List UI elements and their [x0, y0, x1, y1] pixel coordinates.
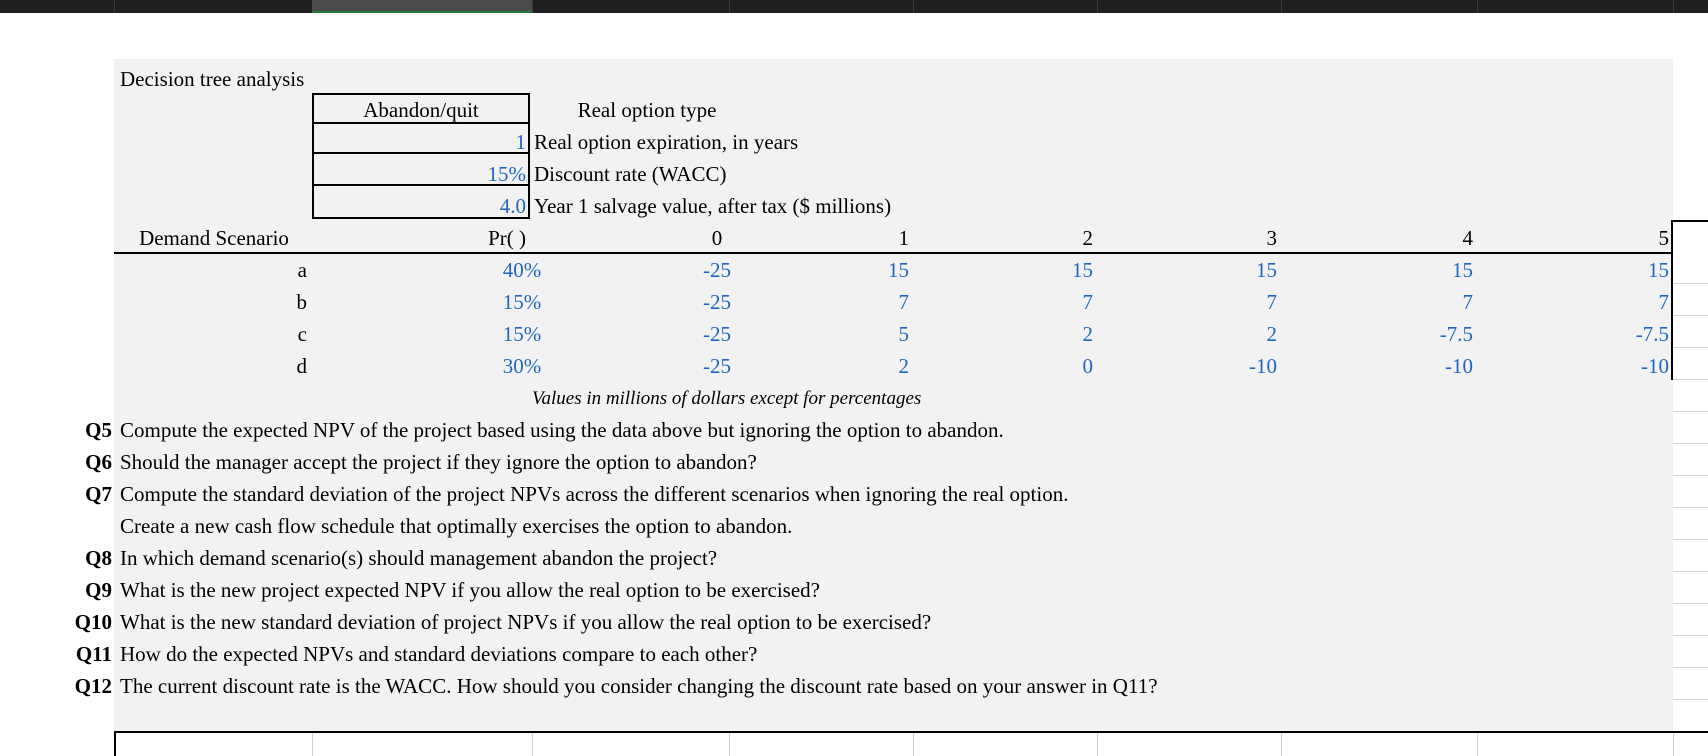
- table-border: [1671, 220, 1708, 222]
- question-number: Q9: [85, 578, 112, 602]
- cashflow-cell: -10: [1249, 354, 1277, 378]
- question-number: Q6: [85, 450, 112, 474]
- question-text: What is the new project expected NPV if you allow the real option to be exercised?: [120, 578, 820, 602]
- units-note: Values in millions of dollars except for percentages: [532, 388, 922, 409]
- header-year-0: 0: [711, 226, 723, 250]
- column-separator: [1281, 0, 1282, 13]
- column-separator: [114, 0, 115, 13]
- scenario-cell: a: [297, 258, 307, 282]
- table-border: [1671, 220, 1673, 380]
- question-number: Q8: [85, 546, 112, 570]
- cashflow-cell: 7: [1462, 290, 1473, 314]
- discount-rate-value: 15%: [487, 162, 526, 186]
- instruction-text: Create a new cash flow schedule that optimally exercises the option to abandon.: [120, 514, 793, 538]
- cashflow-cell: 7: [1082, 290, 1093, 314]
- grid-line: [1673, 411, 1708, 412]
- grid-line: [1673, 379, 1708, 380]
- cashflow-cell: -25: [703, 354, 731, 378]
- grid-line: [1673, 635, 1708, 636]
- question-number: Q12: [74, 674, 112, 698]
- column-separator: [1673, 0, 1674, 13]
- cashflow-cell: 7: [898, 290, 909, 314]
- cashflow-cell: 15: [1256, 258, 1277, 282]
- header-demand-scenario: Demand Scenario: [139, 226, 289, 250]
- scenario-cell: b: [296, 290, 307, 314]
- column-separator: [532, 0, 533, 13]
- grid-line: [1673, 475, 1708, 476]
- question-number: Q5: [85, 418, 112, 442]
- question-text: Should the manager accept the project if they ignore the option to abandon?: [120, 450, 757, 474]
- header-year-3: 3: [1266, 226, 1277, 250]
- cashflow-cell: 7: [1266, 290, 1277, 314]
- question-number: Q11: [75, 642, 112, 666]
- region-left-border: [114, 731, 116, 756]
- grid-line: [1673, 507, 1708, 508]
- question-number: Q10: [74, 610, 112, 634]
- scenario-cell: d: [296, 354, 307, 378]
- cashflow-cell: 15: [888, 258, 909, 282]
- discount-rate-label: Discount rate (WACC): [534, 162, 727, 186]
- grid-line: [1673, 315, 1708, 316]
- grid-line: [1673, 539, 1708, 540]
- cashflow-cell: 0: [1082, 354, 1093, 378]
- grid-line: [1673, 347, 1708, 348]
- question-text: Compute the expected NPV of the project based using the data above but ignoring the option to abandon.: [120, 418, 1004, 442]
- question-text: In which demand scenario(s) should management abandon the project?: [120, 546, 718, 570]
- cashflow-cell: -25: [703, 322, 731, 346]
- grid-line: [1673, 733, 1674, 756]
- question-text: What is the new standard deviation of project NPVs if you allow the real option to be exercised?: [120, 610, 932, 634]
- grid-line: [1673, 443, 1708, 444]
- probability-cell: 15%: [502, 290, 542, 314]
- grid-line: [1673, 699, 1708, 700]
- column-header-bar: [0, 0, 1708, 13]
- option-type-value: Abandon/quit: [363, 98, 479, 122]
- cashflow-cell: 7: [1658, 290, 1669, 314]
- cashflow-cell: 2: [1266, 322, 1277, 346]
- column-separator: [1097, 0, 1098, 13]
- cashflow-cell: -25: [703, 258, 731, 282]
- header-year-1: 1: [898, 226, 909, 250]
- grid-line: [1281, 733, 1282, 756]
- header-year-4: 4: [1462, 226, 1473, 250]
- question-number: Q7: [85, 482, 112, 506]
- expiration-value: 1: [515, 130, 526, 154]
- header-year-2: 2: [1082, 226, 1093, 250]
- probability-cell: 30%: [502, 354, 542, 378]
- grid-line: [532, 733, 533, 756]
- salvage-label: Year 1 salvage value, after tax ($ millions): [534, 194, 892, 218]
- grid-line: [913, 733, 914, 756]
- expiration-label: Real option expiration, in years: [534, 130, 799, 154]
- grid-line: [1673, 667, 1708, 668]
- cashflow-cell: 15: [1072, 258, 1093, 282]
- header-year-5: 5: [1658, 226, 1669, 250]
- region-bottom-border: [114, 731, 1708, 733]
- probability-cell: 40%: [502, 258, 542, 282]
- option-type-label: Real option type: [577, 98, 717, 122]
- cashflow-cell: 15: [1648, 258, 1669, 282]
- question-text: How do the expected NPVs and standard deviations compare to each other?: [120, 642, 758, 666]
- cashflow-cell: 5: [898, 322, 909, 346]
- cashflow-cell: -10: [1445, 354, 1473, 378]
- header-probability: Pr( ): [488, 226, 526, 250]
- cashflow-cell: -7.5: [1439, 322, 1473, 346]
- question-text: The current discount rate is the WACC. How should you consider changing the discount rate based on your answer in Q11?: [120, 674, 1158, 698]
- grid-line: [1673, 571, 1708, 572]
- grid-line: [312, 733, 313, 756]
- salvage-value: 4.0: [499, 194, 526, 218]
- cashflow-cell: 2: [898, 354, 909, 378]
- probability-cell: 15%: [502, 322, 542, 346]
- column-separator: [913, 0, 914, 13]
- cashflow-cell: -10: [1641, 354, 1669, 378]
- sheet-title: Decision tree analysis: [120, 67, 305, 91]
- scenario-cell: c: [297, 322, 307, 346]
- table-header-rule: [114, 252, 1673, 254]
- grid-line: [1477, 733, 1478, 756]
- selected-column-header[interactable]: [312, 0, 532, 13]
- question-text: Compute the standard deviation of the project NPVs across the different scenarios when ignoring the real option.: [120, 482, 1069, 506]
- column-separator: [729, 0, 730, 13]
- cashflow-cell: -7.5: [1635, 322, 1669, 346]
- cashflow-cell: -25: [703, 290, 731, 314]
- grid-line: [1673, 283, 1708, 284]
- grid-line: [1097, 733, 1098, 756]
- cashflow-cell: 15: [1452, 258, 1473, 282]
- cashflow-cell: 2: [1082, 322, 1093, 346]
- grid-line: [1673, 603, 1708, 604]
- column-separator: [1477, 0, 1478, 13]
- grid-line: [729, 733, 730, 756]
